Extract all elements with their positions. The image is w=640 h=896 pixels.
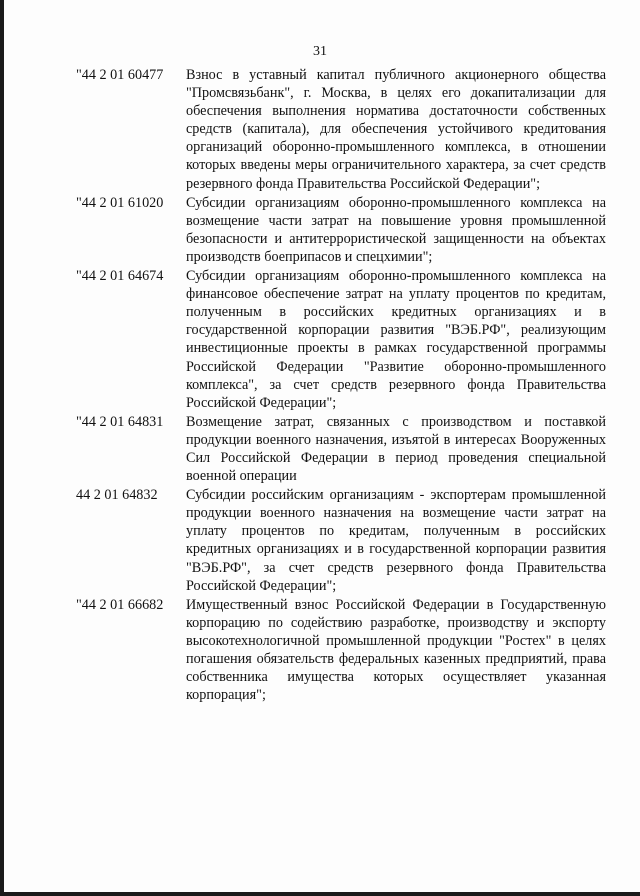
budget-description: Имущественный взнос Российской Федерации в Государственную корпорацию по содействию разработке, производству и экспорту высокотехнологичной промышленной продукции "Ростех" в целях погашения обязательств федеральных казенных предприятий, права собственника имущества которых осуществляет указанная корпорация";	[186, 596, 606, 704]
budget-code: 44 2 01 64832	[76, 487, 158, 504]
list-item	[76, 413, 606, 485]
budget-description: Взнос в уставный капитал публичного акционерного общества "Промсвязьбанк", г. Москва, в целях его докапитализации для обеспечения выполнения норматива достаточности собственных средств (капитала), для обеспечения устойчивого кредитования организаций оборонно-промышленного комплекса, в отношении которых введены меры ограничительного характера, за счет средств резервного фонда Правительства Российской Федерации";	[186, 67, 606, 192]
budget-code: "44 2 01 66682	[76, 596, 164, 613]
budget-code: "44 2 01 60477	[76, 67, 164, 83]
budget-description: Субсидии организациям оборонно-промышленного комплекса на финансовое обеспечение затрат на уплату процентов по кредитам, полученным в российских кредитных организациях и в государственной корпорации развития "ВЭБ.РФ", реализующим инвестиционные проекты в рамках государственной программы Российской Федерации "Развитие оборонно-промышленного комплекса", за счет средств резервного фонда Правительства Российской Федерации";	[186, 268, 606, 411]
budget-code: "44 2 01 64831	[76, 413, 164, 430]
budget-code: "44 2 01 64674	[76, 268, 164, 285]
list-item	[76, 596, 606, 705]
list-item	[76, 194, 606, 266]
scan-edge-left	[0, 0, 4, 896]
budget-description: Субсидии организациям оборонно-промышленного комплекса на возмещение части затрат на повышение уровня промышленной безопасности и антитеррористической защищенности на объектах производств боеприпасов и спецхимии";	[186, 194, 606, 265]
scan-edge-bottom	[0, 892, 640, 896]
list-item	[76, 66, 606, 193]
budget-description: Возмещение затрат, связанных с производством и поставкой продукции военного назначения, изъятой в интересах Вооруженных Сил Российской Федерации в период проведения специальной военной операции	[186, 413, 606, 485]
budget-code: "44 2 01 61020	[76, 194, 164, 211]
budget-description: Субсидии российским организациям - экспортерам промышленной продукции военного назначения на возмещение части затрат на уплату процентов по кредитам, полученным в российских кредитных организациях и в государственной корпорации развития "ВЭБ.РФ", за счет средств резервного фонда Правительства Российской Федерации";	[186, 487, 606, 594]
page-number: 31	[313, 44, 327, 59]
budget-code-list	[76, 66, 606, 705]
list-item	[76, 267, 606, 412]
list-item	[76, 486, 606, 595]
